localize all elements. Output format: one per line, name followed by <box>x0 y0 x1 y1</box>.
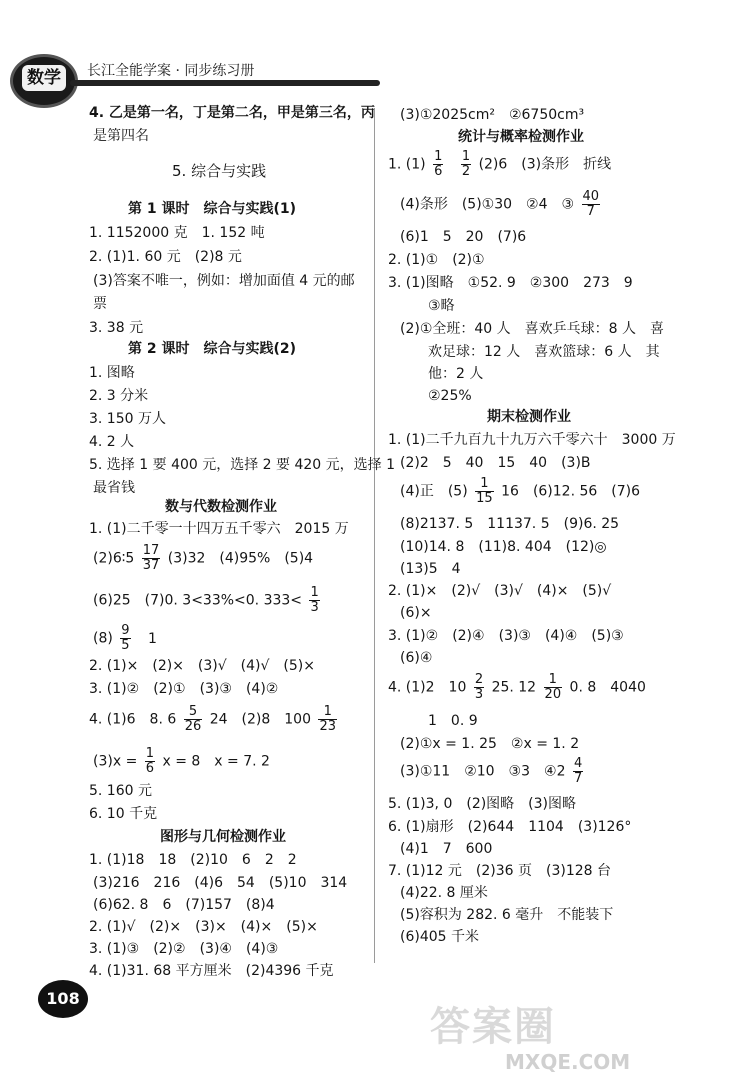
denominator: 5 <box>121 638 130 653</box>
answer-line: ③略 <box>428 298 455 314</box>
column-divider <box>374 108 375 963</box>
answer-line: 6. 10 千克 <box>89 806 158 822</box>
answer-line: 4. 乙是第一名，丁是第二名，甲是第三名，丙 <box>89 105 375 121</box>
denominator: 6 <box>145 761 155 776</box>
answer-line: (6)× <box>400 605 432 621</box>
fraction <box>573 757 583 786</box>
answer-text: (2)6∶5 <box>93 550 135 567</box>
fraction <box>318 705 337 734</box>
answer-text: (8) <box>93 630 113 647</box>
denominator: 6 <box>434 164 443 179</box>
header-band <box>70 80 380 86</box>
numerator: 5 <box>184 705 203 720</box>
answer-line: 2. (1)× (2)× (3)√ (4)√ (5)× <box>89 658 315 674</box>
denominator: 3 <box>474 687 484 702</box>
answer-line: (3)答案不唯一，例如：增加面值 4 元的邮 <box>93 273 355 289</box>
answer-line <box>93 747 270 776</box>
answer-text: 4. (1)6 8. 6 <box>89 711 177 728</box>
answer-line: 4. (1)31. 68 平方厘米 (2)4396 千克 <box>89 963 334 979</box>
denominator: 7 <box>573 771 583 786</box>
answer-line: (3)216 216 (4)6 54 (5)10 314 <box>93 875 348 891</box>
numerator: 9 <box>121 623 130 638</box>
answer-text: 0. 8 4040 <box>569 679 646 696</box>
answer-line: 2. (1)√ (2)× (3)× (4)× (5)× <box>89 919 318 935</box>
fraction <box>120 624 130 653</box>
answer-line: 5. 160 元 <box>89 783 152 799</box>
answer-line: (10)14. 8 (11)8. 404 (12)◎ <box>400 539 607 555</box>
answer-text: x = 8 x = 7. 2 <box>162 753 270 770</box>
answer-line: 6. (1)扇形 (2)644 1104 (3)126° <box>388 819 632 835</box>
answer-line <box>388 150 611 179</box>
answer-text: 4. (1)2 10 <box>388 679 467 696</box>
answer-line: (4)22. 8 厘米 <box>400 885 488 901</box>
answer-line: (5)容积为 282. 6 毫升 不能装下 <box>400 907 614 923</box>
answer-line <box>93 586 323 615</box>
answer-line: 7. (1)12 元 (2)36 页 (3)128 台 <box>388 863 612 879</box>
answer-text: (4)条形 (5)①30 ②4 ③ <box>400 196 575 213</box>
answer-line <box>400 477 640 506</box>
lesson-title: 第 1 课时 综合与实践(1) <box>128 201 297 217</box>
answer-line: 2. 3 分米 <box>89 388 149 404</box>
denominator: 3 <box>310 600 319 615</box>
answer-text: 24 (2)8 100 <box>209 711 311 728</box>
answer-line: 2. (1)× (2)√ (3)√ (4)× (5)√ <box>388 583 612 599</box>
watermark-url: MXQE.COM <box>505 1050 631 1074</box>
fraction <box>184 705 203 734</box>
answer-text: 1. (1) <box>388 156 426 173</box>
logo-text: 数学 <box>22 65 66 91</box>
numerator: 40 <box>582 189 600 204</box>
answer-text: 16 (6)12. 56 (7)6 <box>501 483 641 500</box>
section-title: 统计与概率检测作业 <box>458 129 584 145</box>
numerator: 1 <box>544 673 563 688</box>
answer-line: (2)①全班：40 人 喜欢乒乓球：8 人 喜 <box>400 321 665 337</box>
answer-line: 2. (1)1. 60 元 (2)8 元 <box>89 249 242 265</box>
answer-line: 3. (1)图略 ①52. 9 ②300 273 9 <box>388 275 633 291</box>
fraction <box>433 150 443 179</box>
answer-line <box>93 544 313 573</box>
answer-line: 3. 150 万人 <box>89 411 166 427</box>
page-number: 108 <box>38 980 88 1018</box>
answer-line: (4)1 7 600 <box>400 841 493 857</box>
answer-line: 他：2 人 <box>428 366 484 382</box>
answer-line: 3. (1)③ (2)② (3)④ (4)③ <box>89 941 279 957</box>
numerator: 17 <box>142 543 160 558</box>
answer-line: 1. (1)二千九百九十九万六千零六十 3000 万 <box>388 432 676 448</box>
answer-line: 5. (1)3, 0 (2)图略 (3)图略 <box>388 796 577 812</box>
answer-line: 是第四名 <box>93 128 149 144</box>
answer-line: 3. (1)② (2)① (3)③ (4)② <box>89 681 279 697</box>
answer-line: (8)2137. 5 11137. 5 (9)6. 25 <box>400 516 620 532</box>
fraction <box>582 190 601 219</box>
answer-line: (6)④ <box>400 650 433 666</box>
answer-line: (3)①2025cm² ②6750cm³ <box>400 107 585 123</box>
section-title: 5. 综合与实践 <box>172 162 267 180</box>
answer-line: 1. (1)二千零一十四万五千零六 2015 万 <box>89 521 349 537</box>
numerator: 1 <box>310 585 319 600</box>
numerator: 1 <box>145 746 155 761</box>
answer-text: (6)25 (7)0. 3<33%<0. 333< <box>93 592 303 609</box>
answer-text: (4)正 (5) <box>400 483 468 500</box>
denominator: 2 <box>461 164 471 179</box>
answer-text: 25. 12 <box>491 679 537 696</box>
answer-line: 最省钱 <box>93 480 135 496</box>
fraction <box>544 673 563 702</box>
answer-line: (2)①x = 1. 25 ②x = 1. 2 <box>400 736 580 752</box>
denominator: 15 <box>476 491 493 506</box>
answer-text: 1 <box>148 630 157 647</box>
fraction <box>142 544 161 573</box>
logo-badge <box>10 54 78 108</box>
answer-line: 1 0. 9 <box>428 713 478 729</box>
fraction <box>145 747 155 776</box>
fraction <box>475 477 494 506</box>
denominator: 7 <box>586 204 595 219</box>
section-title: 数与代数检测作业 <box>165 499 277 515</box>
answer-line <box>93 624 157 653</box>
fraction <box>461 150 471 179</box>
answer-line: 票 <box>93 296 107 312</box>
numerator: 1 <box>434 149 443 164</box>
answer-text: (3)32 (4)95% (5)4 <box>167 550 314 567</box>
section-title: 期末检测作业 <box>487 409 571 425</box>
watermark: 答案圈 <box>430 1004 556 1050</box>
section-title: 图形与几何检测作业 <box>160 829 286 845</box>
answer-line: (13)5 4 <box>400 561 461 577</box>
answer-line: 2. (1)① (2)① <box>388 252 485 268</box>
answer-text: (3)x = <box>93 753 138 770</box>
denominator: 23 <box>319 719 336 734</box>
answer-line: (6)1 5 20 (7)6 <box>400 229 527 245</box>
answer-line: 5. 选择 1 要 400 元，选择 2 要 420 元，选择 1 <box>89 457 396 473</box>
book-subtitle: 长江全能学案 · 同步练习册 <box>87 63 255 79</box>
answer-text: (3)①11 ②10 ③3 ④2 <box>400 763 566 780</box>
answer-line <box>400 190 603 219</box>
answer-text: (2)6 (3)条形 折线 <box>478 156 612 173</box>
answer-line: (2)2 5 40 15 40 (3)B <box>400 455 591 471</box>
lesson-title: 第 2 课时 综合与实践(2) <box>128 341 297 357</box>
fraction <box>309 586 319 615</box>
answer-line: (6)62. 8 6 (7)157 (8)4 <box>93 897 275 913</box>
fraction <box>474 673 484 702</box>
answer-line: 1. 1152000 克 1. 152 吨 <box>89 225 265 241</box>
answer-line: 4. 2 人 <box>89 434 135 450</box>
numerator: 1 <box>318 705 337 720</box>
numerator: 4 <box>573 756 583 771</box>
denominator: 20 <box>544 687 562 702</box>
answer-line: 1. 图略 <box>89 365 135 381</box>
numerator: 1 <box>475 477 494 492</box>
answer-line: (6)405 千米 <box>400 929 480 945</box>
answer-line: ②25% <box>428 388 472 404</box>
answer-line <box>400 757 586 786</box>
denominator: 37 <box>142 558 160 573</box>
numerator: 1 <box>461 149 471 164</box>
numerator: 2 <box>474 672 484 687</box>
answer-line: 欢足球：12 人 喜欢篮球：6 人 其 <box>428 344 660 360</box>
answer-line <box>89 705 340 734</box>
answer-line: 3. (1)② (2)④ (3)③ (4)④ (5)③ <box>388 628 624 644</box>
answer-line <box>388 673 646 702</box>
answer-line: 3. 38 元 <box>89 320 144 336</box>
denominator: 26 <box>184 719 202 734</box>
answer-line: 1. (1)18 18 (2)10 6 2 2 <box>89 852 297 868</box>
